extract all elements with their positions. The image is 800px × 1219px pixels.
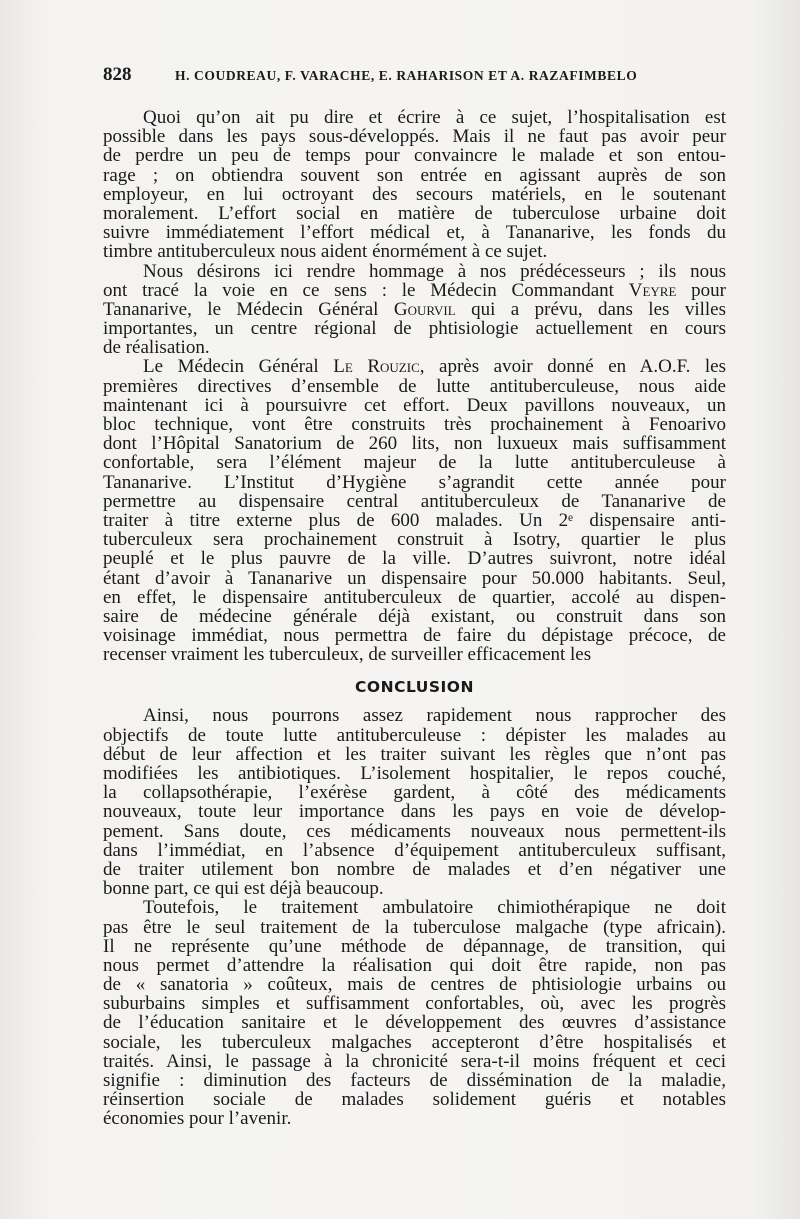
text-line: étant d’avoir à Tananarive un dispensaire pour 50.000 habitants. Seul, [103, 567, 726, 589]
text-segment: ont tracé la voie en ce sens : le Médecin Commandant [103, 279, 629, 301]
person-name-le-rouzic: Le Rouzic [333, 356, 420, 378]
text-line: bonne part, ce qui est déjà beaucoup. [103, 878, 384, 900]
text-line [103, 300, 726, 319]
text-line: suburbains simples et suffisamment confortables, où, avec les progrès [103, 993, 726, 1015]
text-segment: Le Médecin Général [143, 356, 334, 378]
text-line: employeur, en lui octroyant des secours matériels, en le soutenant [103, 183, 726, 205]
text-line: Toutefois, le traitement ambulatoire chimiothérapique ne doit [143, 897, 726, 919]
text-line: modifiées les antibiotiques. L’isolement hospitalier, le repos couché, [103, 763, 726, 784]
text-line: de réalisation. [103, 337, 210, 359]
paragraph-toutefois [103, 898, 726, 1128]
text-line: Il ne représente qu’une méthode de dépannage, de transition, qui [103, 935, 726, 957]
text-line: nouveaux, toute leur importance dans les pays en voie de dévelop- [103, 801, 726, 823]
page-number: 828 [103, 64, 132, 85]
person-name-gourvil: Gourvil [393, 298, 456, 320]
text-line: possible dans les pays sous-développés. Mais il ne faut pas avoir peur [103, 126, 726, 148]
paragraph-le-rouzic [103, 357, 726, 664]
text-line: la collapsothérapie, l’exérèse gardent, à côté des médicaments [103, 782, 726, 804]
text-line [103, 357, 726, 376]
text-line: Quoi qu’on ait pu dire et écrire à ce sujet, l’hospitalisation est [143, 107, 726, 128]
article-body [103, 108, 726, 1129]
text-line: pement. Sans doute, ces médicaments nouveaux nous permettent-ils [103, 820, 726, 842]
text-line [103, 281, 726, 300]
paragraph-hospitalisation [103, 108, 726, 262]
text-line: confortable, sera l’élément majeur de la lutte antituberculeuse à [103, 452, 726, 474]
text-line: timbre antituberculeux nous aident énormément à ce sujet. [103, 241, 548, 263]
text-segment: Tananarive, le Médecin Général [103, 298, 394, 320]
text-line: maintenant ici à poursuivre cet effort. Deux pavillons nouveaux, un [103, 394, 726, 416]
text-line: nous permet d’attendre la réalisation qui doit être rapide, non pas [103, 954, 726, 976]
text-line: en effet, le dispensaire antituberculeux de quartier, accolé au dispen- [103, 586, 726, 608]
running-head [103, 64, 723, 88]
text-line: début de leur affection et les traiter suivant les règles que n’ont pas [103, 743, 726, 765]
text-line: moralement. L’effort social en matière de tuberculose urbaine doit [103, 202, 726, 224]
text-line: sociale, les tuberculeux malgaches accepteront d’être hospitalisés et [103, 1031, 726, 1053]
paragraph-hommage [103, 262, 726, 358]
text-line: dont l’Hôpital Sanatorium de 260 lits, non luxueux mais suffisamment [103, 433, 726, 455]
text-line: de l’éducation sanitaire et le développement des œuvres d’assistance [103, 1012, 726, 1034]
text-line: voisinage immédiat, nous permettra de faire du dépistage précoce, de [103, 625, 726, 647]
text-line: traités. Ainsi, le passage à la chronicité sera-t-il moins fréquent et ceci [103, 1050, 726, 1072]
text-line: dans l’immédiat, en l’absence d’équipement antituberculeux suffisant, [103, 839, 726, 861]
text-line: peuplé et le plus pauvre de la ville. D’autres suivront, notre idéal [103, 548, 726, 570]
text-line: saire de médecine générale déjà existant, ou construit dans son [103, 605, 726, 627]
text-line: Tananarive. L’Institut d’Hygiène s’agrandit cette année pour [103, 471, 726, 493]
text-segment: pour [676, 279, 727, 301]
text-line: traiter à titre externe plus de 600 malades. Un 2ᵉ dispensaire anti- [103, 509, 726, 531]
text-line: suivre immédiatement l’effort médical et, à Tananarive, les fonds du [103, 222, 726, 244]
text-line: rage ; on obtiendra souvent son entrée en agissant auprès de son [103, 164, 726, 186]
text-segment: qui a prévu, dans les villes [455, 298, 726, 320]
section-heading-conclusion: CONCLUSION [355, 678, 474, 697]
text-line: recenser vraiment les tuberculeux, de surveiller efficacement les [103, 644, 592, 666]
text-line: importantes, un centre régional de phtisiologie actuellement en cours [103, 318, 726, 340]
person-name-veyre: Veyre [628, 279, 677, 301]
text-line: économies pour l’avenir. [103, 1108, 292, 1130]
text-line: Ainsi, nous pourrons assez rapidement nous rapprocher des [143, 705, 726, 727]
text-segment: , après avoir donné en A.O.F. les [419, 356, 727, 378]
text-line: de perdre un peu de temps pour convaincre le malade et son entou- [103, 145, 726, 167]
text-line: Nous désirons ici rendre hommage à nos prédécesseurs ; ils nous [143, 260, 726, 282]
text-line: de traiter utilement bon nombre de malades et d’en négativer une [103, 858, 726, 880]
text-line: bloc technique, vont être construits très prochainement à Fenoarivo [103, 414, 726, 435]
text-line: réinsertion sociale de malades solidement guéris et notables [103, 1089, 726, 1111]
text-line: permettre au dispensaire central antituberculeux de Tananarive de [103, 490, 726, 512]
text-line: pas être le seul traitement de la tuberculose malgache (type africain). [103, 916, 726, 938]
text-line: tuberculeux sera prochainement construit à Isotry, quartier le plus [103, 529, 726, 551]
text-line: premières directives d’ensemble de lutte antituberculeuse, nous aide [103, 375, 726, 397]
paragraph-ainsi [103, 706, 726, 898]
text-line: de « sanatoria » coûteux, mais de centres de phtisiologie urbains ou [103, 974, 726, 996]
running-title-authors: H. COUDREAU, F. VARACHE, E. RAHARISON ET A. RAZAFIMBELO [175, 68, 638, 83]
text-line: signifie : diminution des facteurs de dissémination de la maladie, [103, 1070, 726, 1091]
text-line: objectifs de toute lutte antituberculeuse : dépister les malades au [103, 724, 726, 746]
